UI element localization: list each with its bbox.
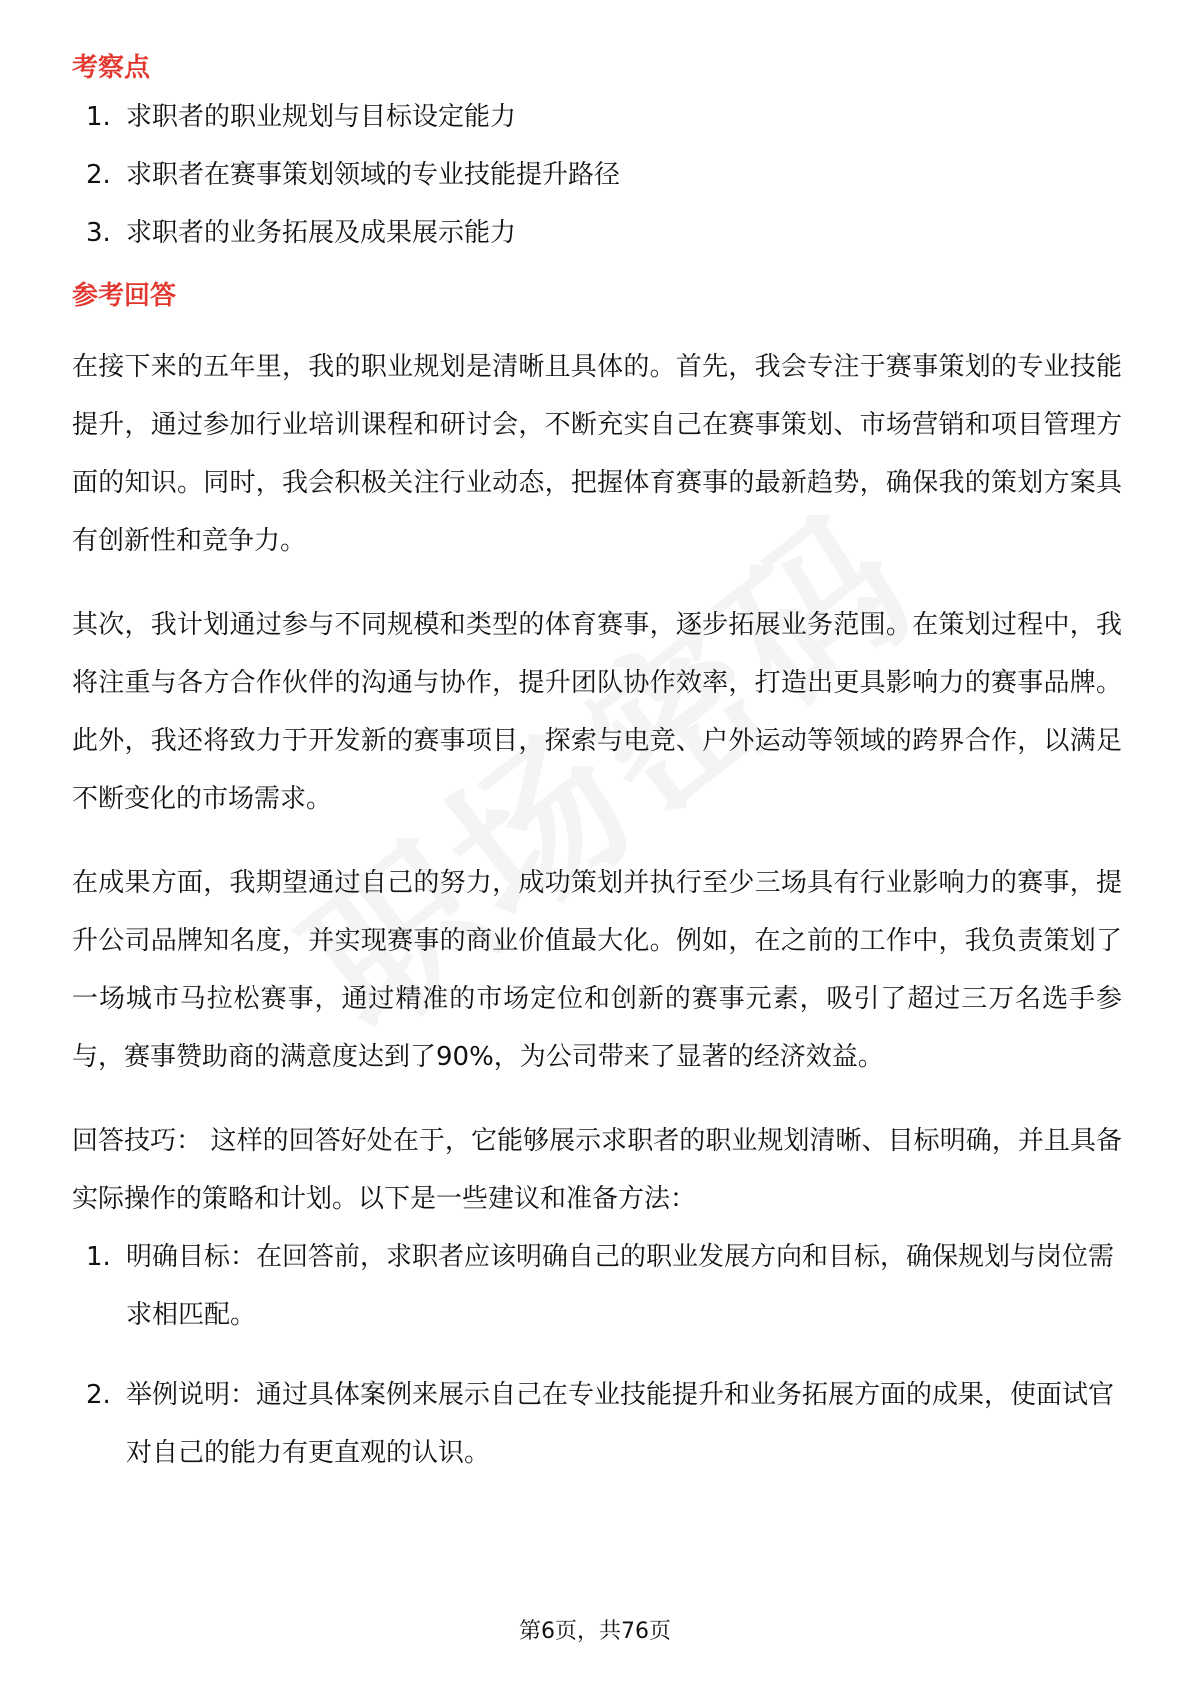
list-item xyxy=(72,146,1122,204)
list-item-text: 明确目标：在回答前，求职者应该明确自己的职业发展方向和目标，确保规划与岗位需求相匹配。 xyxy=(126,1242,1115,1330)
list-item-number: 2. xyxy=(86,1380,111,1410)
list-item-text: 求职者的业务拓展及成果展示能力 xyxy=(126,218,517,248)
page-number-footer: 第6页，共76页 xyxy=(519,1619,671,1644)
answer-tips-intro: 回答技巧： 这样的回答好处在于，它能够展示求职者的职业规划清晰、目标明确，并且具备实际操作的策略和计划。以下是一些建议和准备方法： xyxy=(72,1126,1122,1214)
list-item-text: 求职者的职业规划与目标设定能力 xyxy=(126,102,517,132)
exam-points-list xyxy=(72,88,1122,262)
tips-list xyxy=(72,1228,1122,1482)
answer-paragraph: 其次，我计划通过参与不同规模和类型的体育赛事，逐步拓展业务范围。在策划过程中，我将注重与各方合作伙伴的沟通与协作，提升团队协作效率，打造出更具影响力的赛事品牌。此外，我还将致力于开发新的赛事项目，探索与电竞、户外运动等领域的跨界合作，以满足不断变化的市场需求。 xyxy=(72,610,1122,814)
list-item-number: 1. xyxy=(86,102,111,132)
list-item xyxy=(72,1366,1122,1482)
list-item-text: 求职者在赛事策划领域的专业技能提升路径 xyxy=(126,160,621,190)
list-item xyxy=(72,1228,1122,1344)
answer-paragraph: 在成果方面，我期望通过自己的努力，成功策划并执行至少三场具有行业影响力的赛事，提升公司品牌知名度，并实现赛事的商业价值最大化。例如，在之前的工作中，我负责策划了一场城市马拉松赛事，通过精准的市场定位和创新的赛事元素，吸引了超过三万名选手参与，赛事赞助商的满意度达到了90%，为公司带来了显著的经济效益。 xyxy=(72,868,1122,1072)
answer-paragraph: 在接下来的五年里，我的职业规划是清晰且具体的。首先，我会专注于赛事策划的专业技能提升，通过参加行业培训课程和研讨会，不断充实自己在赛事策划、市场营销和项目管理方面的知识。同时，我会积极关注行业动态，把握体育赛事的最新趋势，确保我的策划方案具有创新性和竞争力。 xyxy=(72,352,1122,556)
list-item-number: 3. xyxy=(86,218,111,248)
page-content xyxy=(72,48,1122,1504)
list-item xyxy=(72,204,1122,262)
list-item xyxy=(72,88,1122,146)
list-item-number: 2. xyxy=(86,160,111,190)
list-item-number: 1. xyxy=(86,1242,111,1272)
list-item-text: 举例说明：通过具体案例来展示自己在专业技能提升和业务拓展方面的成果，使面试官对自己的能力有更直观的认识。 xyxy=(126,1380,1115,1468)
section-title-reference-answer: 参考回答 xyxy=(72,281,177,311)
section-title-exam-points: 考察点 xyxy=(72,53,151,83)
